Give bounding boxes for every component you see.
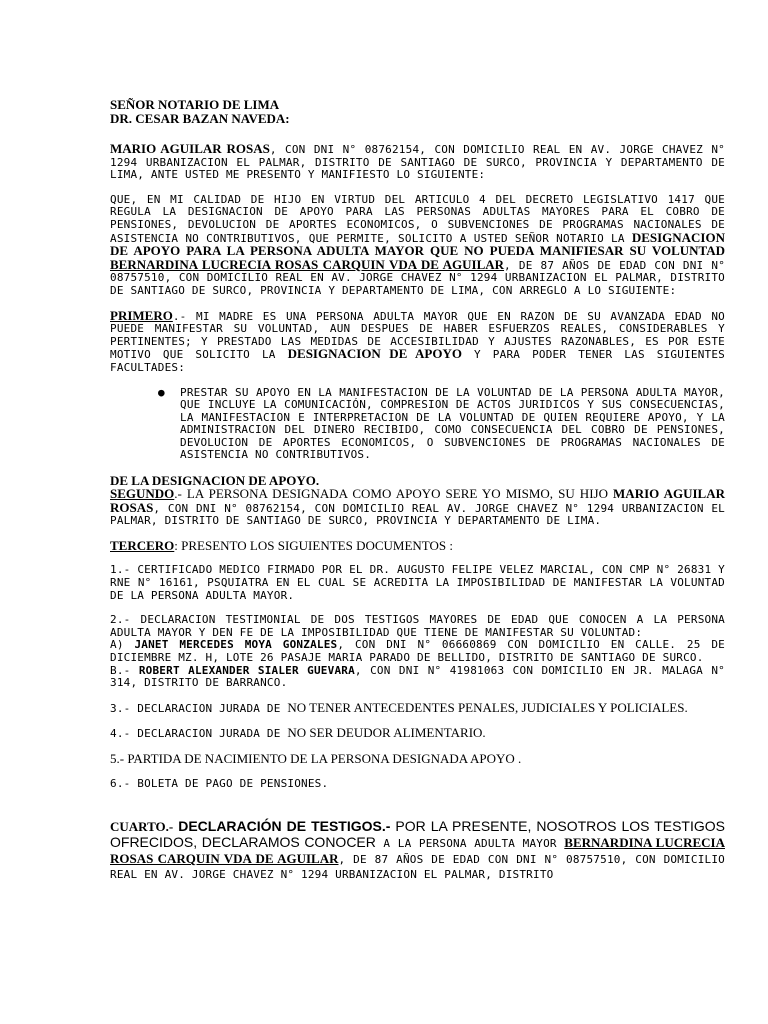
document-item-5: 5.- PARTIDA DE NACIMIENTO DE LA PERSONA DESIGNADA APOYO .: [110, 750, 522, 766]
witness-b: B.- ROBERT ALEXANDER SIALER GUEVARA, CON DNI N° 41981063 CON DOMICILIO EN JR. MALAGA N° 314, DISTRITO DE BARRANCO.: [110, 663, 725, 690]
tercero-label: TERCERO: [110, 537, 175, 553]
document-item-6: 6.- BOLETA DE PAGO DE PENSIONES.: [110, 776, 329, 790]
bullet-icon: ●: [158, 385, 165, 399]
document-page: [110, 98, 725, 882]
addressee-line: SEÑOR NOTARIO DE LIMA: [110, 97, 280, 112]
elder-name: BERNARDINA LUCRECIA ROSAS CARQUIN VDA DE AGUILAR: [110, 256, 505, 272]
cuarto-paragraph: CUARTO.- DECLARACIÓN DE TESTIGOS.- POR LA PRESENTE, NOSOTROS LOS TESTIGOS OFRECIDOS, DECLARAMOS CONOCER A LA PERSONA ADULTA MAYOR BERNARDINA LUCRECIA ROSAS CARQUIN VDA DE AGUILAR, DE 87 AÑOS DE EDAD CON DNI N° 08757510, CON DOMICILIO REAL EN AV. JORGE CHAVEZ N° 1294 URBANIZACION EL PALMAR, DISTRITO: [110, 818, 725, 882]
witness-a: A) JANET MERCEDES MOYA GONZALES, CON DNI N° 06660869 CON DOMICILIO EN CALLE. 25 DE DICIEMBRE MZ. H, LOTE 26 PASAJE MARIA PARADO DE BELLIDO, DISTRITO DE SANTIAGO DE SURCO.: [110, 638, 725, 664]
faculties-bullet: ● PRESTAR SU APOYO EN LA MANIFESTACION DE LA VOLUNTAD DE LA PERSONA ADULTA MAYOR, QUE INCLUYE LA COMUNICACIÓN, COMPRESION DE ACTOS JURIDICOS Y SUS CONSECUENCIAS, LA MANIFESTACION E INTERPRETACION DE LA VOLUNTAD DE QUIEN REQUIERE APOYO, Y LA ADMINISTRACION DEL DINERO RECIBIDO, COMO CONSECUENCIA DEL COBRO DE PENSIONES, DEVOLUCION DE APORTES ECONOMICOS, O SUBVENCIONES DE PROGRAMAS NACIONALES DE ASISTENCIA NO CONTRIBUTIVOS.: [158, 385, 725, 462]
document-item-2: 2.- DECLARACION TESTIMONIAL DE DOS TESTIGOS MAYORES DE EDAD QUE CONOCEN A LA PERSONA ADULTA MAYOR Y DEN FE DE LA IMPOSIBILIDAD QUE TIENE DE MANIFESTAR SU VOLUNTAD:: [110, 613, 725, 639]
cuarto-label: CUARTO.-: [110, 819, 174, 835]
notary-name: DR. CESAR BAZAN NAVEDA:: [110, 111, 290, 126]
primero-paragraph: PRIMERO.- MI MADRE ES UNA PERSONA ADULTA MAYOR QUE EN RAZON DE SU AVANZADA EDAD NO PUEDE MANIFESTAR SU VOLUNTAD, AUN DESPUES DE HABER ESFUERZOS REALES, CONSIDERABLES Y PERTINENTES; Y PRESTADO LAS MEDIDAS DE ACCESIBILIDAD Y AJUSTES RAZONABLES, ES POR ESTE MOTIVO QUE SOLICITO LA DESIGNACION DE APOYO Y PARA PODER TENER LAS SIGUIENTES FACULTADES:: [110, 307, 726, 374]
document-item-1: 1.- CERTIFICADO MEDICO FIRMADO POR EL DR. AUGUSTO FELIPE VELEZ MARCIAL, CON CMP N° 26831 Y RNE N° 16161, PSQUIATRA EN EL CUAL SE ACREDITA LA IMPOSIBILIDAD DE MANIFESTAR LA VOLUNTAD DE LA PERSONA ADULTA MAYOR.: [110, 563, 725, 602]
document-item-4: 4.- DECLARACION JURADA DE NO SER DEUDOR ALIMENTARIO.: [110, 725, 486, 741]
segundo-label: SEGUNDO: [110, 486, 175, 502]
primero-label: PRIMERO: [110, 307, 173, 323]
cuarto-heading: DECLARACIÓN DE TESTIGOS.-: [173, 818, 391, 835]
que-paragraph: QUE, EN MI CALIDAD DE HIJO EN VIRTUD DEL ARTICULO 4 DEL DECRETO LEGISLATIVO 1417 QUE REGULA LA DESIGNACION DE APOYO PARA LAS PERSONAS ADULTAS MAYORES PARA EL COBRO DE PENSIONES, DEVOLUCION DE APORTES ECONOMICOS, O SUBVENCIONES DE PROGRAMAS NACIONALES DE ASISTENCIA NO CONTRIBUTIVOS, QUE PERMITE, SOLICITO A USTED SEÑOR NOTARIO LA DESIGNACION DE APOYO PARA LA PERSONA ADULTA MAYOR QUE NO PUEDA MANIFIESAR SU VOLUNTAD BERNARDINA LUCRECIA ROSAS CARQUIN VDA DE AGUILAR, DE 87 AÑOS DE EDAD CON DNI N° 08757510, CON DOMICILIO REAL EN AV. JORGE CHAVEZ N° 1294 URBANIZACION EL PALMAR, DISTRITO DE SANTIAGO DE SURCO, PROVINCIA Y DEPARTAMENTO DE LIMA, CON ARREGLO A LO SIGUIENTE:: [110, 192, 726, 297]
designation-request: DESIGNACION DE APOYO PARA LA PERSONA ADULTA MAYOR QUE NO PUEDA MANIFIESAR SU VOLUNTAD: [110, 229, 725, 259]
petitioner-name: MARIO AGUILAR ROSAS: [110, 141, 270, 156]
intro-paragraph: MARIO AGUILAR ROSAS, CON DNI N° 08762154, CON DOMICILIO REAL EN AV. JORGE CHAVEZ N° 1294 URBANIZACION EL PALMAR, DISTRITO DE SANTIAGO DE SURCO, PROVINCIA Y DEPARTAMENTO DE LIMA, ANTE USTED ME PRESENTO Y MANIFIESTO LO SIGUIENTE:: [110, 141, 725, 182]
document-item-3: 3.- DECLARACION JURADA DE NO TENER ANTECEDENTES PENALES, JUDICIALES Y POLICIALES.: [110, 699, 688, 715]
segundo-paragraph: SEGUNDO.- LA PERSONA DESIGNADA COMO APOYO SERE YO MISMO, SU HIJO MARIO AGUILAR ROSAS, CON DNI N° 08762154, CON DOMICILIO REAL AV. JORGE CHAVEZ N° 1294 URBANIZACION EL PALMAR, DISTRITO DE SANTIAGO DE SURCO, PROVINCIA Y DEPARTAMENTO DE LIMA.: [110, 486, 725, 528]
tercero-paragraph: TERCERO: PRESENTO LOS SIGUIENTES DOCUMENTOS :: [110, 537, 453, 553]
designacion-heading: DE LA DESIGNACION DE APOYO.: [110, 473, 320, 489]
